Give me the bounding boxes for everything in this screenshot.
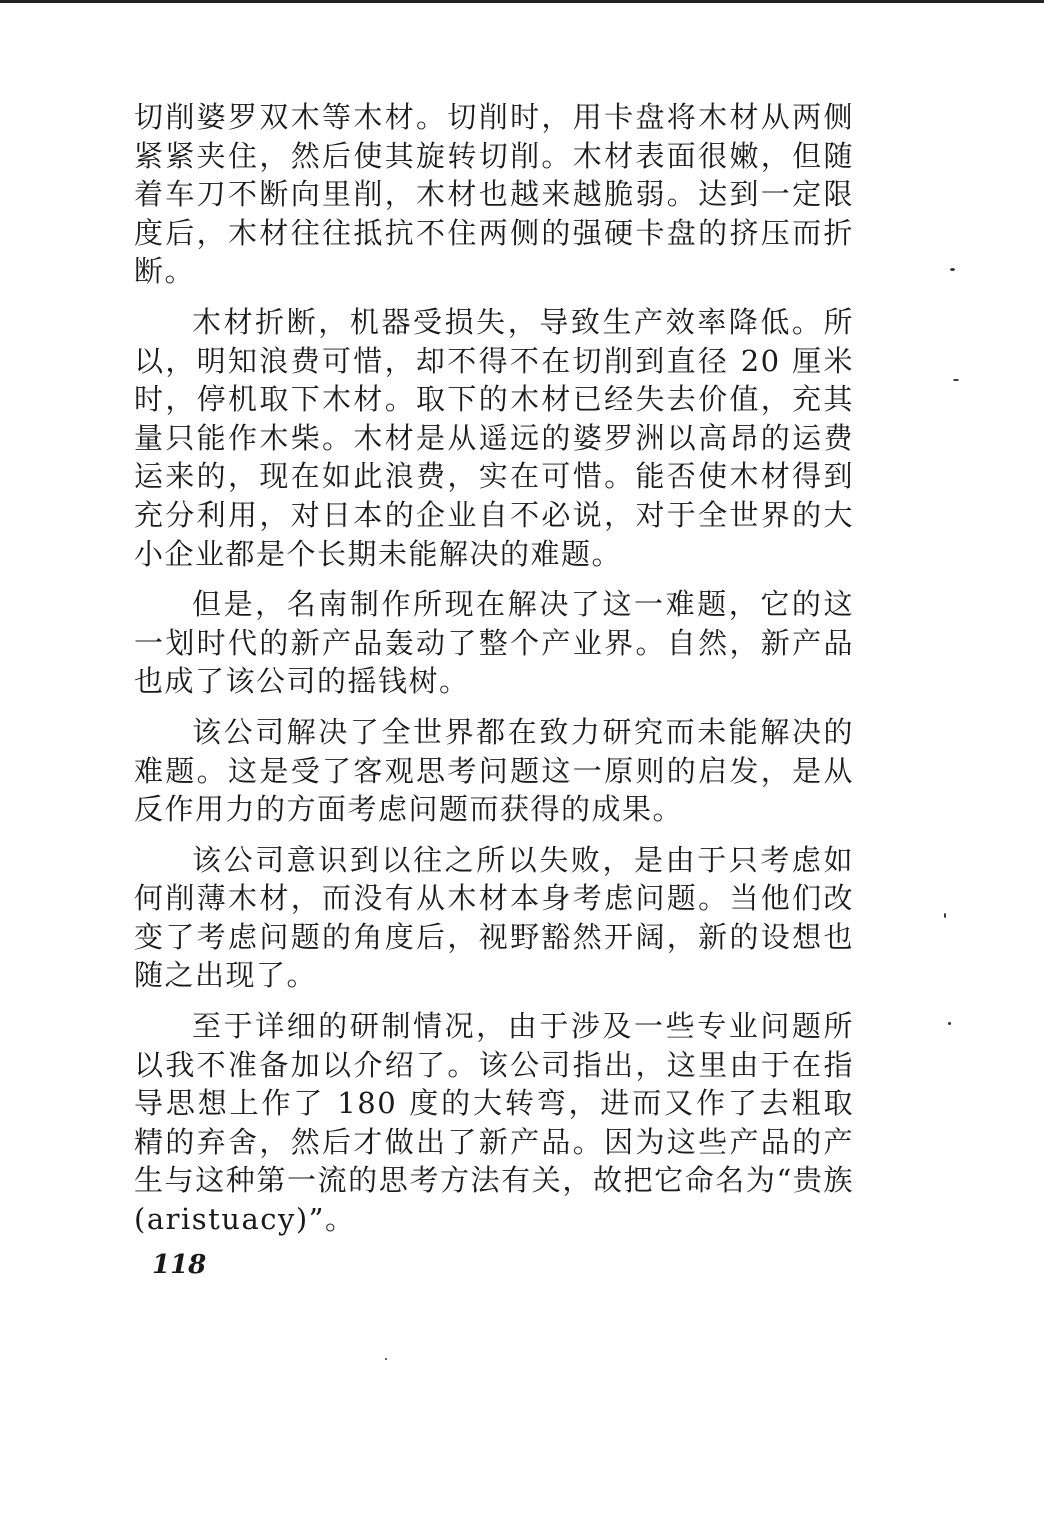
paragraph-4: 该公司解决了全世界都在致力研究而未能解决的难题。这是受了客观思考问题这一原则的启发，是从反作用力的方面考虑问题而获得的成果。 (134, 714, 854, 827)
scan-speck (948, 1022, 951, 1025)
paragraph-3: 但是，名南制作所现在解决了这一难题，它的这一划时代的新产品轰动了整个产业界。自然，新产品也成了该公司的摇钱树。 (134, 587, 854, 699)
scan-speck (950, 268, 955, 271)
scan-speck (944, 913, 946, 918)
paragraph-2: 木材折断，机器受损失，导致生产效率降低。所以，明知浪费可惜，却不得不在切削到直径 20 厘米时，停机取下木材。取下的木材已经失去价值，充其量只能作木柴。木材是从遥远的婆罗洲以高昂的运费运来的，现在如此浪费，实在可惜。能否使木材得到充分利用，对日本的企业自不必说，对于全世界的大小企业都是个长期未能解决的难题。 (134, 304, 854, 571)
scan-speck (385, 1358, 387, 1360)
paragraph-5: 该公司意识到以往之所以失败，是由于只考虑如何削薄木材，而没有从木材本身考虑问题。当他们改变了考虑问题的角度后，视野豁然开阔，新的设想也随之出现了。 (134, 842, 854, 993)
top-border-line (0, 0, 1044, 3)
paragraph-1: 切削婆罗双木等木材。切削时，用卡盘将木材从两侧紧紧夹住，然后使其旋转切削。木材表面很嫩，但随着车刀不断向里削，木材也越来越脆弱。达到一定限度后，木材往往抵抗不住两侧的强硬卡盘的挤压而折断。 (134, 100, 854, 289)
page-text-body (134, 98, 854, 1239)
paragraph-6: 至于详细的研制情况，由于涉及一些专业问题所以我不准备加以介绍了。该公司指出，这里由于在指导思想上作了 180 度的大转弯，进而又作了去粗取精的弃舍，然后才做出了新产品。因为这些产品的产生与这种第一流的思考方法有关，故把它命名为“贵族(aristuacy)”。 (134, 1009, 854, 1237)
page-number: 118 (152, 1250, 207, 1280)
scan-speck (953, 379, 959, 381)
